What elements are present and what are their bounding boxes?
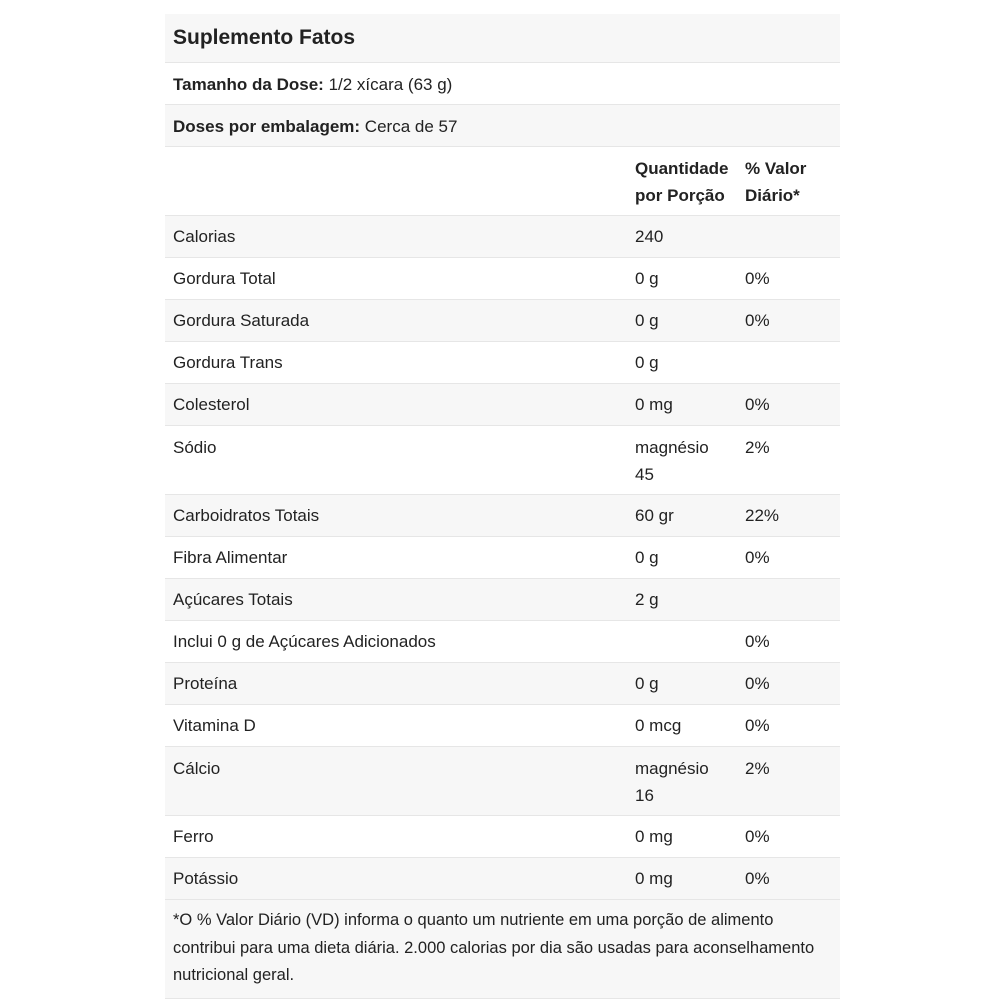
nutrient-name: Cálcio [173,759,221,778]
nutrient-amount-line1: 0 g [635,311,659,330]
nutrient-amount [635,434,745,488]
nutrient-amount-line1: 60 gr [635,506,674,525]
nutrient-amount [635,670,745,697]
nutrient-amount [635,544,745,571]
nutrient-amount [635,502,745,529]
servings-per-container-label: Doses por embalagem: [173,117,361,136]
nutrient-daily-value: 0% [745,869,770,888]
nutrient-amount [635,823,745,850]
nutrient-name: Calorias [173,227,236,246]
nutrient-row [165,704,840,746]
serving-size-value: 1/2 xícara (63 g) [328,75,453,94]
nutrient-daily-value: 0% [745,395,770,414]
nutrient-name: Proteína [173,674,238,693]
nutrient-daily-value: 0% [745,827,770,846]
header-amount [635,155,745,209]
nutrient-daily-value: 0% [745,548,770,567]
servings-per-container-row [165,104,840,146]
nutrient-amount-line1: 240 [635,227,664,246]
table-title-row [165,14,840,62]
nutrient-name: Potássio [173,869,239,888]
nutrient-row [165,536,840,578]
nutrient-amount [635,755,745,809]
footnote-row [165,899,840,998]
nutrient-amount [635,349,745,376]
nutrient-amount-line1: 0 g [635,674,659,693]
nutrient-name: Ferro [173,827,214,846]
nutrient-amount-line2: 45 [635,465,654,484]
supplement-facts-table [165,14,840,999]
nutrient-amount [635,307,745,334]
nutrient-name: Vitamina D [173,716,256,735]
nutrient-rows [165,215,840,899]
nutrient-daily-value: 22% [745,506,780,525]
nutrient-row [165,257,840,299]
nutrient-name: Inclui 0 g de Açúcares Adicionados [173,632,436,651]
nutrient-amount-line1: magnésio [635,759,709,778]
header-daily-value [745,155,840,209]
nutrient-row [165,425,840,494]
nutrient-amount-line1: 2 g [635,590,659,609]
nutrient-row [165,383,840,425]
nutrient-daily-value: 0% [745,674,770,693]
nutrient-name: Fibra Alimentar [173,548,288,567]
nutrient-name: Sódio [173,438,217,457]
nutrient-amount-line1: 0 mg [635,869,673,888]
nutrient-name: Açúcares Totais [173,590,293,609]
column-header-row [165,146,840,215]
nutrient-amount-line1: magnésio [635,438,709,457]
nutrient-row [165,815,840,857]
serving-size-label: Tamanho da Dose: [173,75,324,94]
nutrient-row [165,494,840,536]
footnote-text: *O % Valor Diário (VD) informa o quanto um nutriente em uma porção de alimento contribui para uma dieta diária. 2.000 calorias por dia são usadas para aconselhamento nutricional geral. [173,911,815,984]
nutrient-daily-value: 2% [745,438,770,457]
header-amount-line1: Quantidade [635,159,729,178]
nutrient-name: Colesterol [173,395,250,414]
nutrient-amount-line1: 0 g [635,353,659,372]
nutrient-amount [635,391,745,418]
nutrient-row [165,746,840,815]
header-dv-line1: % Valor [745,159,807,178]
nutrient-name: Gordura Saturada [173,311,310,330]
nutrient-amount-line1: 0 g [635,548,659,567]
nutrient-amount-line1: 0 mg [635,827,673,846]
nutrient-name: Gordura Total [173,269,276,288]
nutrient-row [165,620,840,662]
nutrient-row [165,857,840,899]
nutrient-row [165,662,840,704]
nutrient-name: Carboidratos Totais [173,506,320,525]
servings-per-container-value: Cerca de 57 [364,117,458,136]
nutrient-row [165,215,840,257]
nutrient-daily-value: 2% [745,759,770,778]
nutrient-daily-value: 0% [745,716,770,735]
nutrient-daily-value: 0% [745,311,770,330]
header-dv-line2: Diário* [745,186,800,205]
nutrient-row [165,578,840,620]
nutrient-amount-line2: 16 [635,786,654,805]
nutrient-amount [635,265,745,292]
nutrient-row [165,341,840,383]
serving-size-row [165,62,840,104]
nutrient-amount [635,223,745,250]
table-title: Suplemento Fatos [173,26,356,49]
nutrient-amount [635,712,745,739]
nutrient-amount-line1: 0 g [635,269,659,288]
nutrient-amount [635,586,745,613]
nutrient-amount [635,865,745,892]
header-amount-line2: por Porção [635,186,725,205]
nutrient-amount-line1: 0 mcg [635,716,682,735]
nutrient-daily-value: 0% [745,632,770,651]
nutrient-row [165,299,840,341]
nutrient-daily-value: 0% [745,269,770,288]
nutrient-amount-line1: 0 mg [635,395,673,414]
nutrient-name: Gordura Trans [173,353,283,372]
